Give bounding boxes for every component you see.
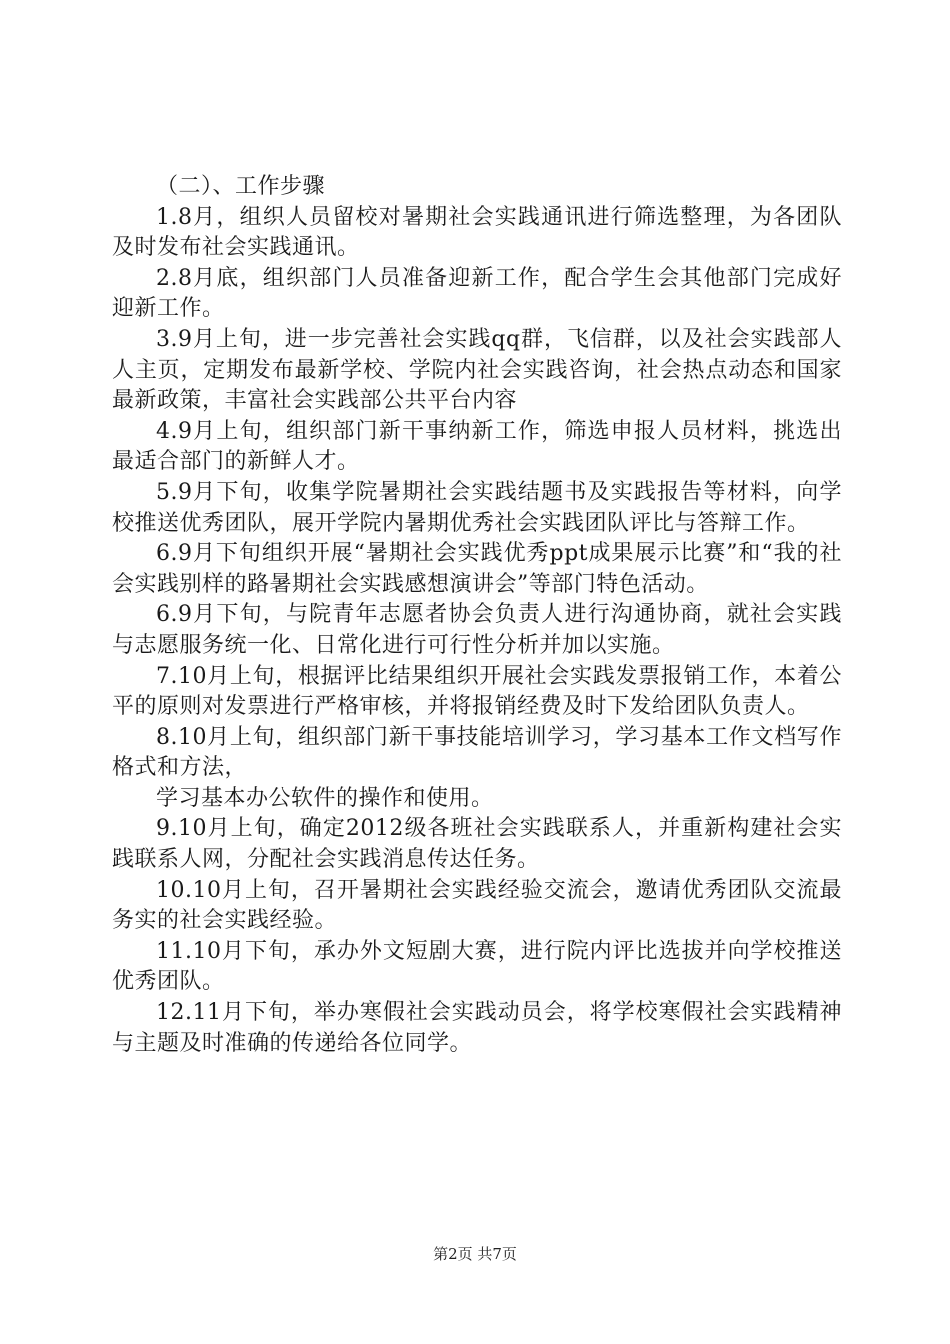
section-heading: （二）、工作步骤 bbox=[156, 174, 326, 199]
paragraph-step-3: 3.9月上旬，进一步完善社会实践qq群，飞信群，以及社会实践部人人主页，定期发布最新学校、学院内社会实践咨询，社会热点动态和国家最新政策，丰富社会实践部公共平台内容 bbox=[112, 326, 842, 414]
paragraph-step-9: 9.10月上旬，确定2012级各班社会实践联系人，并重新构建社会实践联系人网，分配社会实践消息传达任务。 bbox=[112, 816, 842, 873]
paragraph-step-7: 7.10月上旬，根据评比结果组织开展社会实践发票报销工作，本着公平的原则对发票进行严格审核，并将报销经费及时下发给团队负责人。 bbox=[112, 663, 842, 720]
paragraph-step-10: 10.10月上旬，召开暑期社会实践经验交流会，邀请优秀团队交流最务实的社会实践经验。 bbox=[112, 877, 842, 934]
paragraph-step-5: 5.9月下旬，收集学院暑期社会实践结题书及实践报告等材料，向学校推送优秀团队，展开学院内暑期优秀社会实践团队评比与答辩工作。 bbox=[112, 479, 842, 536]
document-body bbox=[112, 172, 842, 1059]
paragraph-step-11: 11.10月下旬，承办外文短剧大赛，进行院内评比选拔并向学校推送优秀团队。 bbox=[112, 938, 842, 995]
paragraph-step-1: 1.8月，组织人员留校对暑期社会实践通讯进行筛选整理，为各团队及时发布社会实践通讯。 bbox=[112, 204, 842, 261]
page-footer bbox=[0, 1243, 950, 1264]
paragraph-step-8: 8.10月上旬，组织部门新干事技能培训学习，学习基本工作文档写作格式和方法， bbox=[112, 724, 842, 781]
paragraph-step-2: 2.8月底，组织部门人员准备迎新工作，配合学生会其他部门完成好迎新工作。 bbox=[112, 265, 842, 322]
paragraph-step-12: 12.11月下旬，举办寒假社会实践动员会，将学校寒假社会实践精神与主题及时准确的传递给各位同学。 bbox=[112, 1000, 842, 1056]
page-number: 第2页 共7页 bbox=[433, 1245, 517, 1263]
paragraph-step-4: 4.9月上旬，组织部门新干事纳新工作，筛选申报人员材料，挑选出最适合部门的新鲜人才。 bbox=[112, 418, 842, 475]
paragraph-step-6a: 6.9月下旬组织开展“暑期社会实践优秀ppt成果展示比赛”和“我的社会实践别样的路暑期社会实践感想演讲会”等部门特色活动。 bbox=[112, 541, 842, 597]
paragraph-step-8-continued: 学习基本办公软件的操作和使用。 bbox=[156, 785, 494, 811]
paragraph-step-6b: 6.9月下旬，与院青年志愿者协会负责人进行沟通协商，就社会实践与志愿服务统一化、日常化进行可行性分析并加以实施。 bbox=[112, 602, 842, 658]
